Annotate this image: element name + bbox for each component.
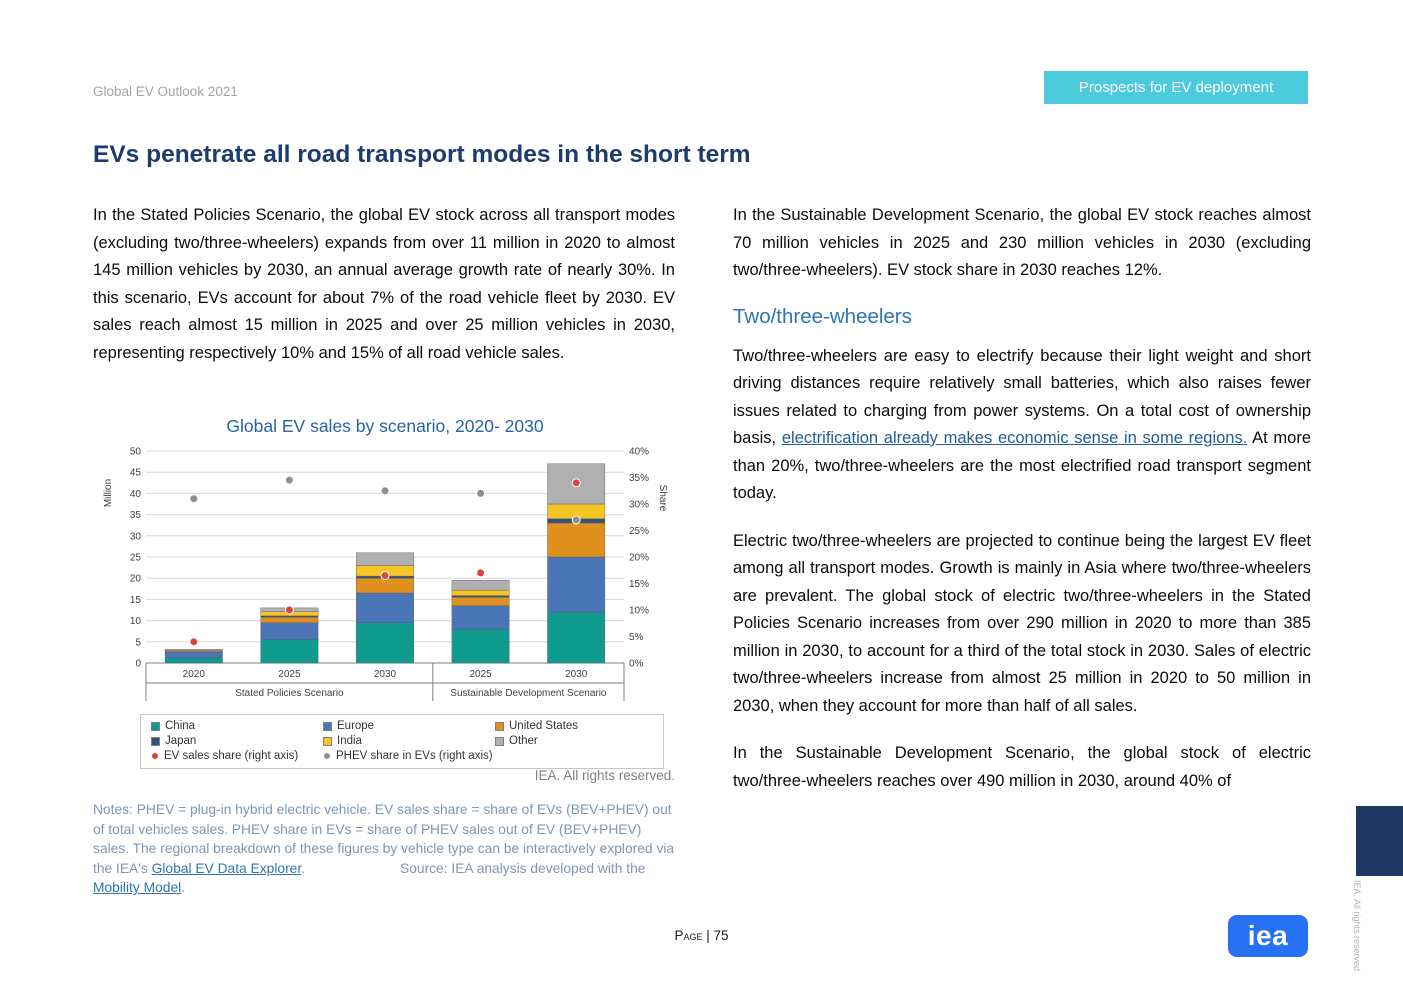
- legend-label: United States: [509, 720, 579, 732]
- legend-swatch: [151, 722, 160, 731]
- legend-label: Europe: [337, 720, 375, 732]
- ev-sales-chart: [100, 416, 670, 769]
- svg-text:0: 0: [135, 658, 141, 670]
- legend-label: Other: [509, 735, 538, 747]
- svg-text:5%: 5%: [629, 632, 644, 643]
- left-column: [93, 202, 675, 367]
- right-paragraph-3: Electric two/three-wheelers are projected to continue being the largest EV fleet among all transport modes. Growth is mainly in Asia where two/three-wheelers are prevalent. The global stock of electric two/three-wheelers in the Stated Policies Scenario increases from over 290 million in 2020 to more than 385 million in 2030, to account for a third of the total stock in 2030. Sales of electric two/three-wheelers increase from almost 25 million in 2020 to 50 million in 2030, when they account for more than half of all sales.: [733, 531, 1311, 715]
- svg-text:20%: 20%: [629, 552, 650, 564]
- legend-item-united-states: [495, 720, 655, 732]
- legend-swatch: [495, 722, 504, 731]
- legend-label: India: [337, 735, 362, 747]
- svg-text:35%: 35%: [629, 473, 650, 484]
- left-paragraph-1: In the Stated Policies Scenario, the global EV stock across all transport modes (excluding two/three-wheelers) expands from over 11 million in 2020 to almost 145 million vehicles by 2030, an annual average growth rate of nearly 30%. In this scenario, EVs account for about 7% of the road vehicle fleet by 2030. EV sales reach almost 15 million in 2025 and over 25 million vehicles in 2030, representing respectively 10% and 15% of all road vehicle sales.: [93, 206, 675, 362]
- svg-text:25: 25: [129, 552, 141, 564]
- legend-label: China: [165, 720, 196, 732]
- chart-notes: [93, 800, 677, 898]
- mobility-model-link[interactable]: Mobility Model: [93, 880, 182, 895]
- svg-text:2025: 2025: [469, 669, 492, 680]
- legend-label: Japan: [165, 735, 197, 747]
- notes-body: Notes: PHEV = plug-in hybrid electric vehicle. EV sales share = share of EVs (BEV+PHEV) out of total vehicles sales. PHEV share in EVs = share of PHEV sales out of EV (BEV+PHEV) sales. The regional breakdown of these figures by vehicle type can be interactively explored via the IEA's: [93, 802, 675, 876]
- svg-text:35: 35: [129, 510, 141, 522]
- page-title: EVs penetrate all road transport modes in the short term: [93, 141, 751, 168]
- svg-text:Million: Million: [103, 478, 114, 508]
- legend-label: PHEV share in EVs (right axis): [336, 750, 493, 762]
- legend-item-china: [151, 720, 323, 732]
- svg-text:2030: 2030: [373, 669, 397, 680]
- chart-canvas: [100, 443, 668, 705]
- chart-title: Global EV sales by scenario, 2020- 2030: [226, 416, 544, 436]
- legend-dot: [323, 752, 331, 760]
- right-column: [733, 202, 1311, 815]
- svg-text:20: 20: [129, 573, 141, 585]
- svg-text:2030: 2030: [565, 669, 588, 680]
- source-pre: Source: IEA analysis developed with the: [400, 860, 646, 876]
- svg-text:40: 40: [129, 488, 141, 500]
- iea-logo-text: iea: [1247, 920, 1289, 951]
- source-after: .: [181, 880, 186, 895]
- legend-swatch: [495, 737, 504, 746]
- legend-item-india: [323, 735, 495, 747]
- svg-text:5: 5: [135, 637, 141, 649]
- para2-pre: Two/three-wheelers are easy to electrify because their light weight and short driving distances require relatively small batteries, which also raises fewer issues related to charging from power systems. On a total cost of ownership basis,: [733, 346, 1311, 447]
- chart-legend: [140, 714, 664, 769]
- chart-rights-note: IEA. All rights reserved.: [534, 768, 675, 783]
- right-paragraph-2: [733, 343, 1311, 508]
- section-heading-two-three-wheelers: Two/three-wheelers: [733, 304, 912, 328]
- notes-after-explorer: .: [301, 860, 306, 876]
- electrification-regions-link[interactable]: electrification already makes economic sense in some regions.: [781, 429, 1248, 447]
- svg-text:25%: 25%: [629, 526, 650, 537]
- svg-text:Share: Share: [657, 484, 668, 512]
- page-edge-decoration: [1356, 806, 1403, 876]
- legend-item-ev-sales-share-right-axis-: [151, 750, 323, 762]
- legend-item-europe: [323, 720, 495, 732]
- iea-logo: [1228, 915, 1308, 957]
- svg-text:30: 30: [129, 531, 141, 543]
- svg-text:Sustainable Development Scenar: Sustainable Development Scenario: [450, 688, 607, 699]
- report-title: Global EV Outlook 2021: [93, 84, 238, 99]
- right-paragraph-4: In the Sustainable Development Scenario, the global stock of electric two/three-wheelers reaches over 490 million in 2030, around 40% of: [733, 744, 1311, 790]
- svg-text:2020: 2020: [182, 669, 205, 680]
- legend-swatch: [323, 737, 332, 746]
- svg-text:40%: 40%: [629, 446, 650, 458]
- legend-swatch: [151, 737, 160, 746]
- side-rights-note: IEA. All rights reserved.: [1352, 880, 1362, 974]
- svg-text:0%: 0%: [629, 658, 644, 670]
- legend-dot: [151, 752, 159, 760]
- legend-item-japan: [151, 735, 323, 747]
- legend-swatch: [323, 722, 332, 731]
- svg-text:15: 15: [129, 594, 141, 606]
- legend-label: EV sales share (right axis): [164, 750, 299, 762]
- right-paragraph-1: In the Sustainable Development Scenario, the global EV stock reaches almost 70 million vehicles in 2025 and 230 million vehicles in 2030 (excluding two/three-wheelers). EV stock share in 2030 reaches 12%.: [733, 206, 1311, 279]
- svg-text:Stated Policies Scenario: Stated Policies Scenario: [235, 688, 344, 699]
- svg-text:10: 10: [129, 616, 141, 628]
- svg-text:10%: 10%: [629, 605, 650, 617]
- chapter-banner: [1044, 71, 1308, 104]
- legend-item-phev-share-in-evs-right-axis-: [323, 750, 495, 762]
- svg-text:45: 45: [129, 467, 141, 479]
- svg-text:2025: 2025: [278, 669, 301, 680]
- global-ev-data-explorer-link[interactable]: Global EV Data Explorer: [151, 860, 302, 876]
- chapter-banner-label: Prospects for EV deployment: [1078, 79, 1274, 96]
- svg-text:30%: 30%: [629, 499, 650, 511]
- legend-item-other: [495, 735, 655, 747]
- page-number: Page | 75: [674, 928, 729, 943]
- para2-post: At more than 20%, two/three-wheelers are the most electrified road transport segment today.: [733, 429, 1311, 502]
- svg-text:15%: 15%: [629, 579, 650, 590]
- svg-text:50: 50: [129, 446, 141, 458]
